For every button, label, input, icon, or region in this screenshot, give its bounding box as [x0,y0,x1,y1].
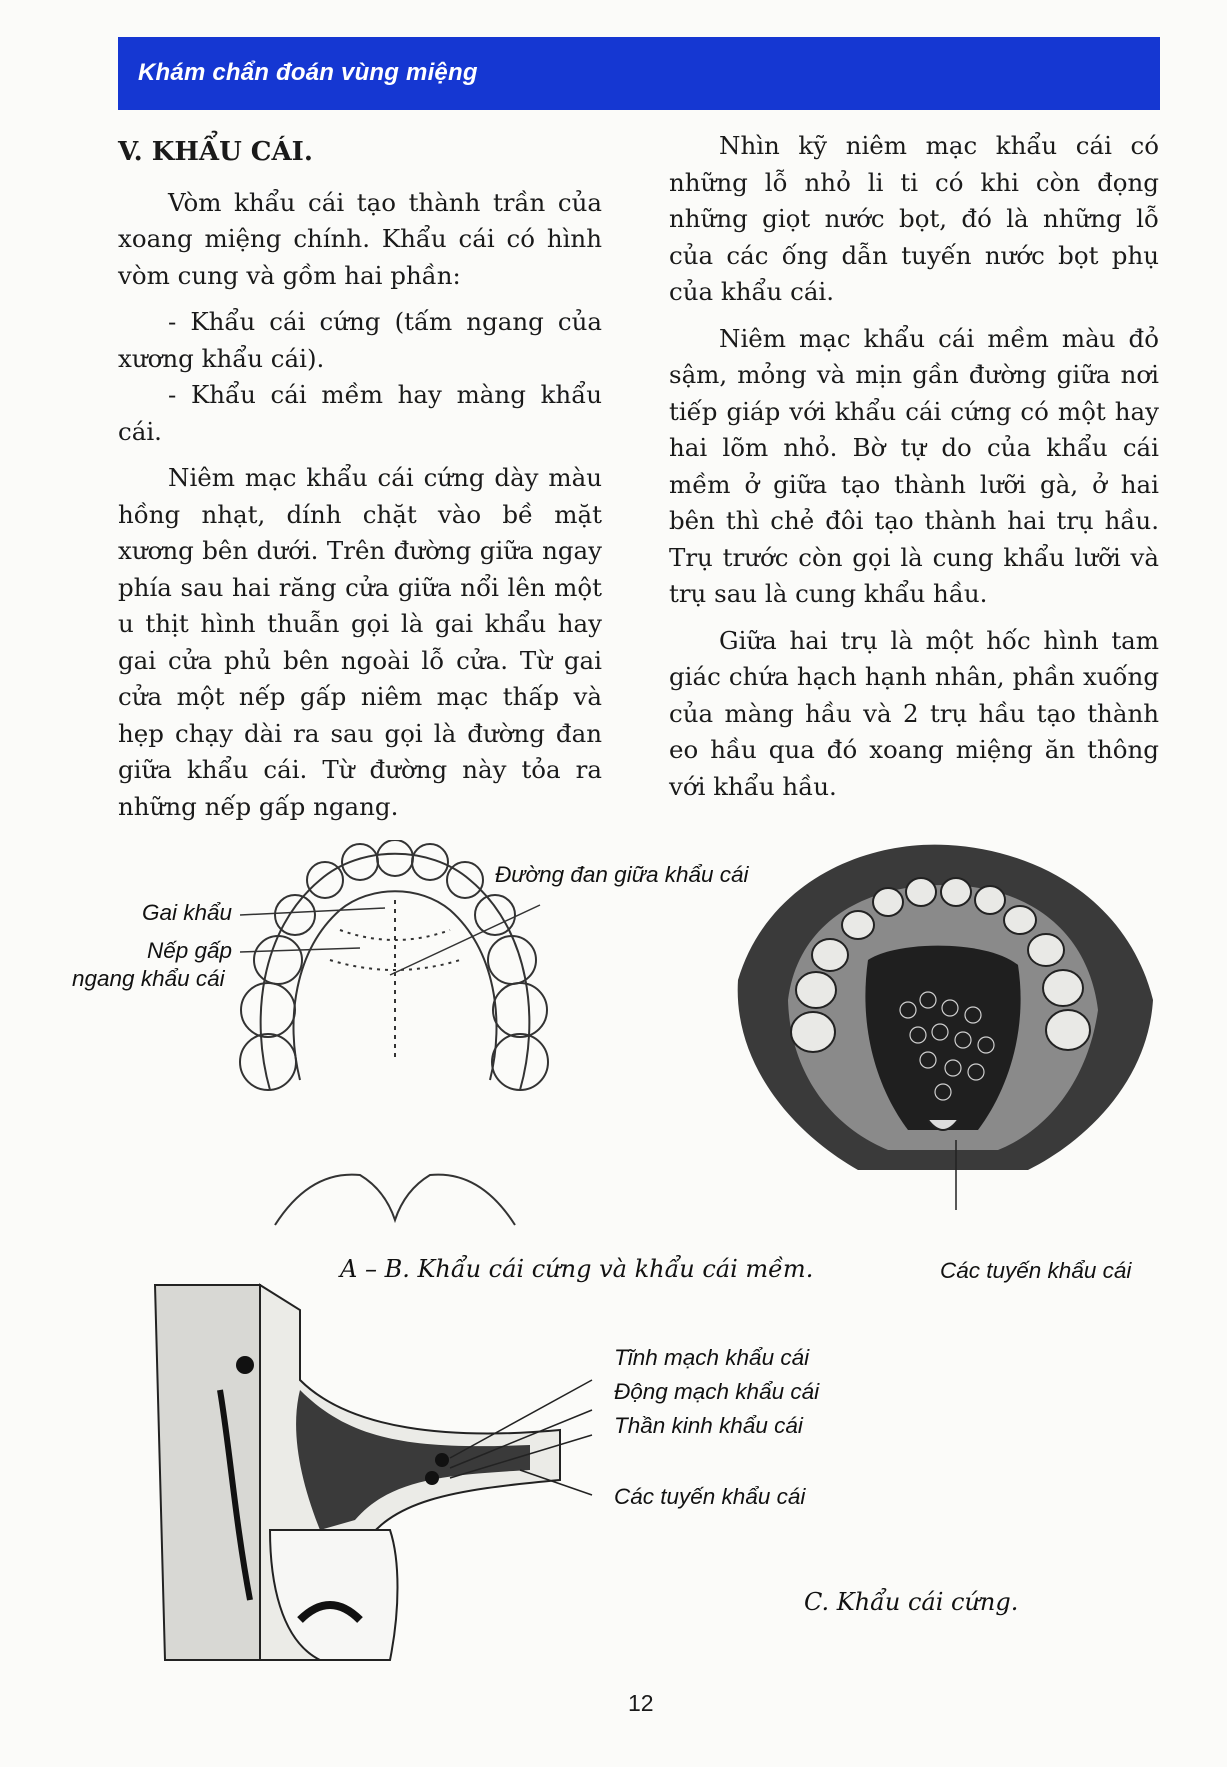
label-nep-gap-2: ngang khẩu cái [72,966,225,991]
paragraph: Giữa hai trụ là một hốc hình tam giác chứa hạch hạnh nhân, phần xuống của màng hầu và 2 trụ hầu tạo thành eo hầu qua đó xoang miệng ăn thông với khẩu hầu. [669,625,1159,801]
figure-c-cross-section [150,1280,610,1680]
caption-c: C. Khẩu cái cứng. [804,1588,1019,1616]
paragraph: Niêm mạc khẩu cái cứng dày màu hồng nhạt, dính chặt vào bề mặt xương bên dưới. Trên đường giữa ngay phía sau hai răng cửa giữa nổi lên một u thịt hình thuẫn gọi là gai khẩu hay gai cửa phủ bên ngoài lỗ cửa. Từ gai cửa một nếp gấp niêm mạc thấp và hẹp chạy dài ra sau gọi là đường đan giữa khẩu cái. Từ đường này tỏa ra những nếp gấp ngang. [118,463,602,821]
label-cac-tuyen-ab: Các tuyến khẩu cái [940,1258,1132,1283]
label-tinh-mach: Tĩnh mạch khẩu cái [614,1345,810,1370]
section-title: V. KHẨU CÁI. [118,137,313,167]
left-column [118,128,602,825]
label-dong-mach: Động mạch khẩu cái [614,1379,820,1404]
page-number: 12 [628,1690,654,1716]
caption-ab: A – B. Khẩu cái cứng và khẩu cái mềm. [340,1255,814,1283]
paragraph: Vòm khẩu cái tạo thành trần của xoang miệng chính. Khẩu cái có hình vòm cung và gồm hai phần: [118,187,602,290]
list-item: - Khẩu cái mềm hay màng khẩu cái. [118,380,602,446]
paragraph: Niêm mạc khẩu cái mềm màu đỏ sậm, mỏng và mịn gần đường giữa nơi tiếp giáp với khẩu cái cứng có một hay hai lõm nhỏ. Bờ tự do của khẩu cái mềm ở giữa tạo thành lưỡi gà, ở hai bên thì chẻ đôi tạo thành hai trụ hầu. Trụ trước còn gọi là cung khẩu lưỡi và trụ sau là cung khẩu hầu. [669,323,1159,608]
label-gai-khau: Gai khẩu [142,900,233,925]
right-column [669,128,1159,805]
label-nep-gap-1: Nếp gấp [147,938,233,963]
header-bar [118,37,1160,110]
label-cac-tuyen-c: Các tuyến khẩu cái [614,1484,806,1509]
label-than-kinh: Thần kinh khẩu cái [614,1413,803,1438]
label-duong-dan: Đường đan giữa khẩu cái [495,862,749,887]
paragraph: Nhìn kỹ niêm mạc khẩu cái có những lỗ nhỏ li ti có khi còn đọng những giọt nước bọt, đó là những lỗ của các ống dẫn tuyến nước bọt phụ của khẩu cái. [669,131,1159,306]
header-title: Khám chẩn đoán vùng miệng [138,59,478,86]
figure-b-open-mouth [728,840,1158,1210]
figure-a-leader-lines [240,880,560,980]
list-item: - Khẩu cái cứng (tấm ngang của xương khẩu cái). [118,307,602,373]
